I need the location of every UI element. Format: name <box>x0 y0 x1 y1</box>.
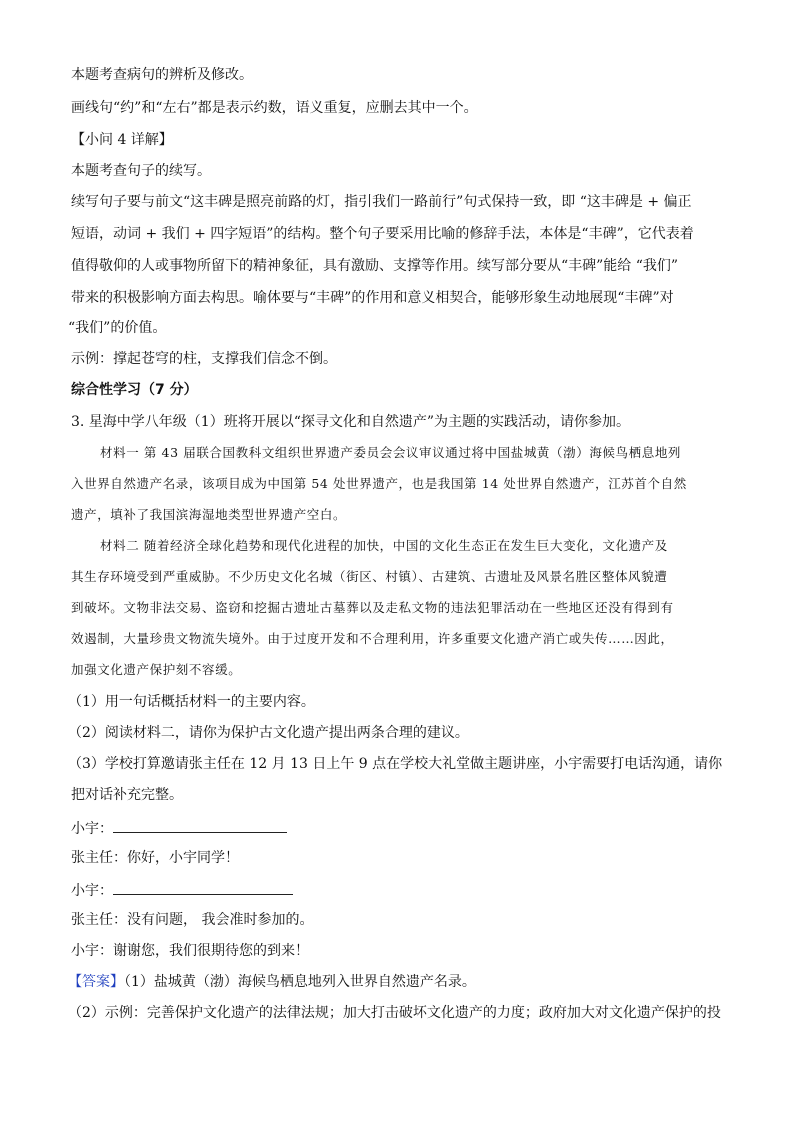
text-line: 本题考查病句的辨析及修改。 <box>71 67 253 83</box>
material-text: 材料二 随着经济全球化趋势和现代化进程的加快，中国的文化生态正在发生巨大变化，文化遗产及 <box>100 538 668 553</box>
answer-tag: 【答案】 <box>68 974 124 990</box>
dialogue-line: 小宇：谢谢您，我们很期待您的到来！ <box>71 943 309 959</box>
material-text: 加强文化遗产保护刻不容缓。 <box>71 662 242 677</box>
text-line: 示例：撑起苍穹的柱，支撑我们信念不倒。 <box>71 351 337 367</box>
text-line: 值得敬仰的人或事物所留下的精神象征，具有激励、支撑等作用。续写部分要从“丰碑”能给 “我们” <box>71 258 679 274</box>
answer-blank[interactable] <box>113 817 287 833</box>
text-line: 短语，动词 + 我们 + 四字短语”的结构。整个句子要采用比喻的修辞手法，本体是“丰碑”，它代表着 <box>71 226 694 242</box>
dialogue-line <box>71 817 287 839</box>
answer-line <box>68 972 476 992</box>
sub-question-heading: 【小问 4 详解】 <box>71 132 173 148</box>
sub-question: 把对话补充完整。 <box>71 787 183 803</box>
sub-question: （1）用一句话概括材料一的主要内容。 <box>68 694 315 710</box>
answer-blank[interactable] <box>113 879 293 895</box>
material-text: 材料一 第 43 届联合国教科文组织世界遗产委员会会议审议通过将中国盐城黄（渤）海候鸟栖息地列 <box>100 445 682 460</box>
section-heading: 综合性学习（7 分） <box>71 382 198 398</box>
sub-question: （3）学校打算邀请张主任在 12 月 13 日上午 9 点在学校大礼堂做主题讲座，小宇需要打电话沟通，请你 <box>68 756 723 772</box>
speaker-label: 小宇： <box>71 821 113 837</box>
material-text: 到破坏。文物非法交易、盗窃和挖掘古遗址古墓葬以及走私文物的违法犯罪活动在一些地区还没有得到有 <box>71 600 674 615</box>
answer-text: （1）盐城黄（渤）海候鸟栖息地列入世界自然遗产名录。 <box>124 974 476 990</box>
dialogue-line: 张主任：没有问题， 我会准时参加的。 <box>71 912 314 928</box>
dialogue-line <box>71 879 293 901</box>
text-line: 带来的积极影响方面去构思。喻体要与“丰碑”的作用和意义相契合，能够形象生动地展现“丰碑”对 <box>71 290 674 306</box>
text-line: 本题考查句子的续写。 <box>71 163 211 179</box>
text-line: 续写句子要与前文“这丰碑是照亮前路的灯，指引我们一路前行”句式保持一致，即 “这丰碑是 + 偏正 <box>71 194 692 210</box>
text-line: 画线句“约”和“左右”都是表示约数，语义重复，应删去其中一个。 <box>71 100 478 116</box>
sub-question: （2）阅读材料二，请你为保护古文化遗产提出两条合理的建议。 <box>68 725 469 741</box>
material-text: 入世界自然遗产名录，该项目成为中国第 54 处世界遗产，也是我国第 14 处世界自然遗产，江苏首个自然 <box>71 476 687 491</box>
dialogue-line: 张主任：你好，小宇同学！ <box>71 850 239 866</box>
speaker-label: 小宇： <box>71 883 113 899</box>
material-text: 其生存环境受到严重威胁。不少历史文化名城（街区、村镇）、古建筑、古遗址及风景名胜区整体风貌遭 <box>71 569 668 584</box>
answer-line: （2）示例：完善保护文化遗产的法律法规；加大打击破坏文化遗产的力度；政府加大对文化遗产保护的投 <box>68 1005 721 1021</box>
text-line: “我们”的价值。 <box>68 320 167 336</box>
material-text: 遗产，填补了我国滨海湿地类型世界遗产空白。 <box>71 507 347 522</box>
question-stem: 3. 星海中学八年级（1）班将开展以“探寻文化和自然遗产”为主题的实践活动，请你参加。 <box>71 414 631 430</box>
material-text: 效遏制，大量珍贵文物流失境外。由于过度开发和不合理利用，许多重要文化遗产消亡或失传……因此， <box>71 631 674 646</box>
